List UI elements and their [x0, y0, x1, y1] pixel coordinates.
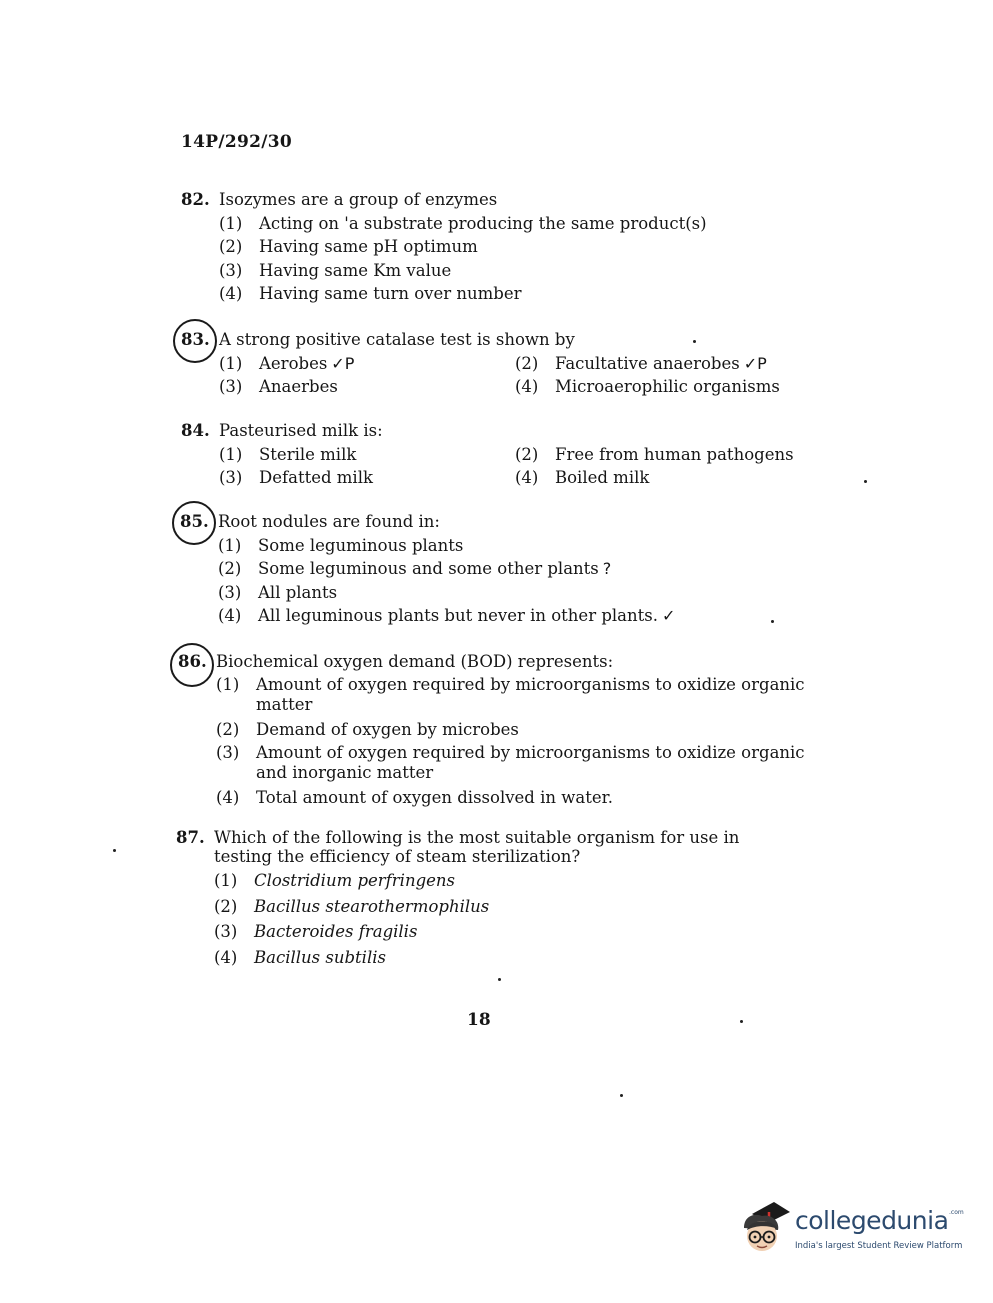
- option: (4) Boiled milk: [515, 468, 650, 487]
- mascot-icon: [738, 1198, 792, 1258]
- question-87: [176, 828, 796, 970]
- check-mark-icon: ✓: [661, 606, 676, 625]
- question-number: 87.: [176, 828, 205, 847]
- question-82: [181, 188, 741, 306]
- collegedunia-logo: [738, 1198, 968, 1258]
- brand-name: collegedunia: [795, 1206, 949, 1235]
- question-text: Isozymes are a group of enzymes: [219, 190, 498, 209]
- brand-domain: .com: [949, 1209, 964, 1216]
- scan-speck: [693, 340, 696, 343]
- option: (3) All plants: [218, 582, 338, 602]
- question-83: [181, 328, 821, 399]
- option: (4) Bacillus subtilis: [214, 947, 386, 967]
- scan-speck: [740, 1020, 743, 1023]
- option: (4) Total amount of oxygen dissolved in water.: [216, 788, 613, 807]
- brand-tagline: India's largest Student Review Platform: [795, 1241, 963, 1251]
- question-number: 85.: [180, 510, 218, 534]
- question-text: Which of the following is the most suitable organism for use in testing the efficiency of steam sterilization?: [214, 828, 740, 866]
- option: (1) Amount of oxygen required by microorganisms to oxidize organic matter: [216, 675, 805, 714]
- scan-speck: [620, 1094, 623, 1097]
- option: (1) Some leguminous plants: [218, 535, 464, 555]
- option: (2) Facultative anaerobes ✓P: [515, 352, 815, 376]
- question-mark-icon: ?: [602, 559, 612, 578]
- scan-speck: [864, 480, 867, 483]
- option: (2) Bacillus stearothermophilus: [214, 896, 490, 916]
- question-text: Biochemical oxygen demand (BOD) represents:: [216, 652, 614, 671]
- question-85: [180, 510, 800, 628]
- option: (2) Demand of oxygen by microbes: [216, 720, 519, 739]
- question-number: 83.: [181, 328, 219, 352]
- option: (3) Having same Km value: [219, 260, 452, 280]
- option: (1) Sterile milk: [219, 444, 357, 464]
- scan-speck: [113, 849, 116, 852]
- option: (1) Clostridium perfringens: [214, 871, 455, 890]
- option: (3) Bacteroides fragilis: [214, 922, 418, 941]
- option: (3) Anaerbes: [219, 377, 338, 396]
- question-84: [181, 419, 821, 490]
- option: (3) Amount of oxygen required by microorganisms to oxidize organic and inorganic matter: [216, 743, 805, 782]
- option: (1) Aerobes ✓P: [219, 352, 515, 376]
- question-text: Root nodules are found in:: [218, 512, 440, 531]
- check-mark-icon: ✓P: [743, 353, 767, 373]
- page-code: 14P/292/30: [181, 132, 293, 152]
- option: (2) Some leguminous and some other plants ?: [218, 557, 800, 581]
- question-text: Pasteurised milk is:: [219, 421, 383, 440]
- scan-speck: [498, 978, 501, 981]
- question-number: 82.: [181, 190, 210, 209]
- question-number: 86.: [178, 652, 216, 672]
- option: (4) All leguminous plants but never in other plants. ✓: [218, 604, 800, 628]
- option: (2) Free from human pathogens: [515, 444, 794, 464]
- question-text: A strong positive catalase test is shown by: [219, 330, 575, 349]
- option: (1) Acting on 'a substrate producing the same product(s): [219, 213, 707, 233]
- option: (2) Having same pH optimum: [219, 237, 478, 256]
- question-number: 84.: [181, 421, 210, 440]
- scan-speck: [771, 620, 774, 623]
- option: (3) Defatted milk: [219, 468, 373, 487]
- question-86: [178, 652, 818, 808]
- option: (4) Having same turn over number: [219, 284, 522, 303]
- option: (4) Microaerophilic organisms: [515, 377, 780, 396]
- check-mark-icon: ✓P: [331, 353, 355, 373]
- page-number: 18: [467, 1010, 491, 1030]
